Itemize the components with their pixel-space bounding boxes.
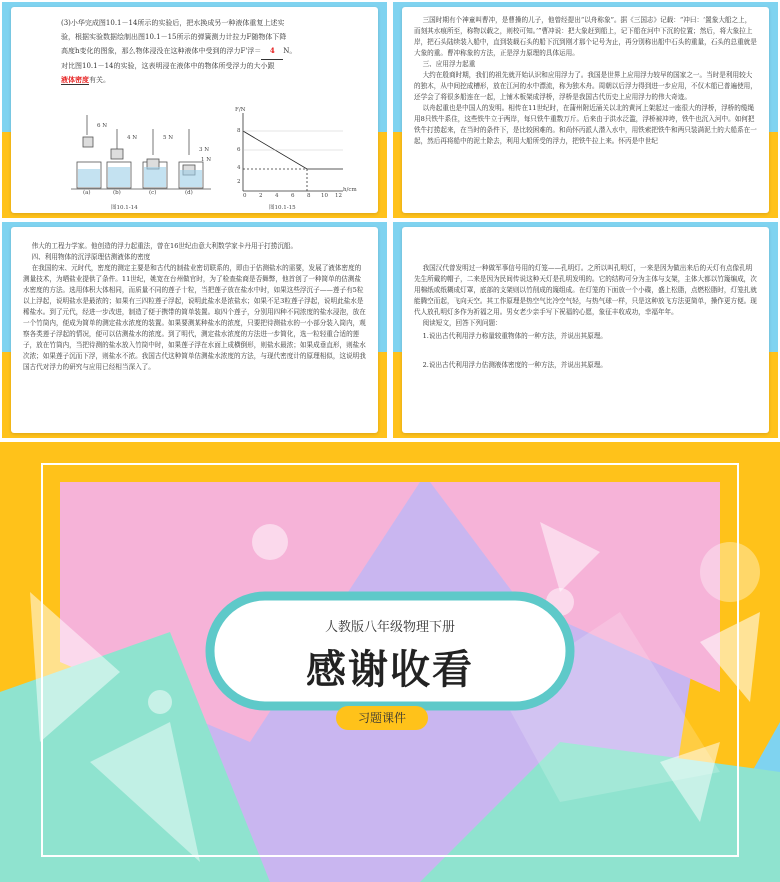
slide-thumbnail-3[interactable] [2, 222, 387, 438]
graph-ytick-6: 6 [237, 147, 241, 153]
reading-prompt: 阅读短文，回答下列问题： [422, 319, 502, 327]
fig1-sub-a: (a) [83, 190, 91, 196]
section-heading: 四、利用物体的沉浮原理估测液体的密度 [31, 253, 151, 261]
graph-ylabel: F/N [235, 107, 246, 113]
fig1-label-3: 5 N [163, 135, 174, 141]
answer-unit: N。 [283, 47, 297, 55]
graph-xtick-10: 10 [321, 193, 328, 199]
question-line-5 [61, 73, 371, 88]
graph-ytick-4: 4 [237, 165, 241, 171]
slide-sheet [402, 227, 769, 433]
section-heading: 三、应用浮力起重 [422, 60, 476, 68]
paragraph: 以舟起重也是中国人的发明。相传在11世纪时，在蒲州附近涌关以北的黄河上架起过一座很大的浮桥，浮桥的缆绳用8只铁牛系住，这些铁牛立于两岸，每只铁牛重数万斤。后来由于洪水泛滥，浮桥被冲垮，铁牛也沉入河中。如何把铁牛打捞起来，在当时的条件下，是比较困难的。和尚怀丙派人潜入水中，用铁索把铁牛和两只装满泥土的大船系在一起，然后再将船中的泥土除去，利用大船所受的浮力，把铁牛拉上来。怀丙是中世纪 [414, 104, 757, 145]
answer-density: 液体密度 [61, 75, 89, 84]
slide-sheet [11, 7, 378, 213]
fig1-label-4: 3 N [199, 147, 210, 153]
fig1-label-2: 4 N [127, 135, 138, 141]
question-1: 1.说出古代利用浮力称量较重物体的一种方法，并说出其原理。 [422, 332, 607, 340]
article-body [402, 7, 769, 147]
graph-xtick-12: 12 [335, 193, 342, 199]
fig1-label-1: 6 N [97, 123, 108, 129]
article-body [11, 227, 378, 373]
graph-xlabel: h/cm [343, 187, 357, 193]
graph-xtick-4: 4 [275, 193, 279, 199]
paragraph: 我国汉代曾发明过一种做军事信号用的灯笼——孔明灯。之所以叫孔明灯，一来是因为做出来后的天灯有点像孔明先生所戴的帽子，二来是因为民间传说这种天灯是孔明发明的。它的结构可分为主体与支架，主体大都以竹篾编成，次用棉纸或纸糊成灯罩，底部的支架则以竹削成的篾组成。在灯笼的下面放一个小碟，盛上松脂，点燃松脂时，灯笼扎就能腾空而起，飞向天空。其工作原理是热空气比冷空气轻，与热气球一样，只是这种放飞方法更简单，操作更方便。现代人放孔明灯多作为祈福之用。男女老少亲手写下祝福的心愿，象征丰收成功，幸福年年。 [414, 264, 757, 316]
answer-value: 4 [269, 46, 275, 55]
fig1-sub-c: (c) [149, 190, 157, 196]
paragraph: 在我国的宋、元时代，密度的测定主要是和古代的制盐业密切联系的，即由于估测盐水的需要，发展了液体密度的测量技术，为晒盐业提供了条件。11世纪，姚宽在台州做官时，为了检查盐商是否舞弊，他首创了一种简单的估测盐水密度的方法。选用体积大体相同，而质量不同的莲子十粒，当把莲子放在盐水中时，如果这些浮沉子——莲子有5粒以上浮起，说明盐水是最浓的；如果有三四粒莲子浮起，说明此盐水是浓盐水；如果不足3粒莲子浮起，说明此盐水是稀盐水。到了元代，经进一步改进，制造了便于携带的简单装置。取四个莲子，分别用四种不同浓度的盐水浸泡，放在一个竹筒内，便成为简单的测定盐水浓度的装置。如果要测某种盐水的浓度，只要把待测盐水的一小部分装入筒内，观察各类莲子浮起的情况，便可以估测盐水的浓度。到了明代，测定盐水浓度的方法进一步简化，选一粒轻重合适的莲子，放在竹筒内，当把待测的盐水放入竹筒中时，如果莲子浮在水面上成横倒形，则盐水最浓；如果成垂直形，则盐水次浓；如果莲子沉而下浮，则盐水不浓。我国古代这种简单估测盐水浓度的方法，与现代密度计的原理相似，这说明我国古代对浮力的研究与应用已经相当深入了。 [23, 264, 366, 371]
answer-suffix: 有关。 [89, 76, 110, 84]
answer-blank [261, 44, 283, 60]
graph-xtick-6: 6 [291, 193, 295, 199]
graph-xtick-2: 2 [259, 193, 263, 199]
fig1-caption: 图10.1-14 [111, 205, 138, 211]
fig1-sub-d: (d) [185, 190, 193, 196]
graph-ytick-2: 2 [237, 179, 241, 185]
question-line-3-text: 高度h变化的图象，那么物体浸没在这种液体中受到的浮力F'浮＝ [61, 47, 262, 55]
fig1-sub-b: (b) [113, 190, 121, 196]
fig2-caption: 图10.1-15 [269, 205, 296, 211]
slide-sheet [402, 7, 769, 213]
slide-thumbnail-1[interactable] [2, 2, 387, 218]
article-body [402, 227, 769, 371]
slide-thumbnail-2[interactable] [393, 2, 778, 218]
question-block [61, 17, 371, 88]
question-line-2: 验，根据实验数据绘制出图10.1－15所示的弹簧测力计拉力F随物体下降 [61, 32, 287, 41]
paragraph: 大约在殷商时期，我们的祖先就开始认识和应用浮力了。我国是世界上应用浮力较早的国家之一。当时是利用较大的独木，从中间挖成槽形，放在江河的水中漂流，称为独木舟。周朝以后浮力得到进一步应用，不仅木船已普遍使用，还学会了将很多船连在一起，上铺木板架成浮桥，浮桥是我国古代历史上应用浮力的伟大奇迹。 [414, 71, 757, 101]
paragraph: 伟大的工程力学家。他创造的浮力起重法，曾在16世纪由意大利数学家卡丹用于打捞沉船。 [31, 242, 298, 250]
slide-thumbnail-grid [0, 0, 780, 440]
question-line-1: (3)小华完成图10.1－14所示的实验后，把水换成另一种液体重复上述实 [61, 19, 285, 27]
slide-thumbnail-4[interactable] [393, 222, 778, 438]
paragraph: 三国时期有个神童叫曹冲，是曹操的儿子，他曾经提出“以舟称象”。据《三国志》记载：“冲曰：‘置象大船之上，而刻其水痕所至，称物以载之，则校可知。’”曹冲说：把大象赶到船上，记下船在河中下沉的位置；然后，将大象拉上岸，把石头陆续装入船中，直到装载石头的船下沉到刚才那个记号为止，再分别称出船中石头的重量，石头的总重就是大象的重。曹冲称象的方法，正是浮力原理的具体运用。 [414, 16, 757, 57]
question-line-3 [61, 44, 371, 60]
closing-subtitle: 人教版八年级物理下册 [324, 620, 455, 635]
question-line-4: 对比图10.1－14的实验，这表明浸在液体中的物体所受浮力的大小跟 [61, 61, 275, 70]
question-2: 2.说出古代利用浮力估测液体密度的一种方法，并说出其原理。 [422, 361, 607, 369]
graph-ytick-8: 8 [237, 128, 241, 134]
figure-10-1-15-graph [231, 109, 351, 197]
courseware-badge: 习题课件 [336, 706, 428, 730]
closing-title: 感谢收看 [306, 647, 474, 693]
slide-sheet [11, 227, 378, 433]
fig1-label-5: 1 N [201, 157, 212, 163]
graph-xtick-8: 8 [307, 193, 311, 199]
closing-slide[interactable] [0, 442, 780, 882]
graph-xtick-0: 0 [243, 193, 247, 199]
